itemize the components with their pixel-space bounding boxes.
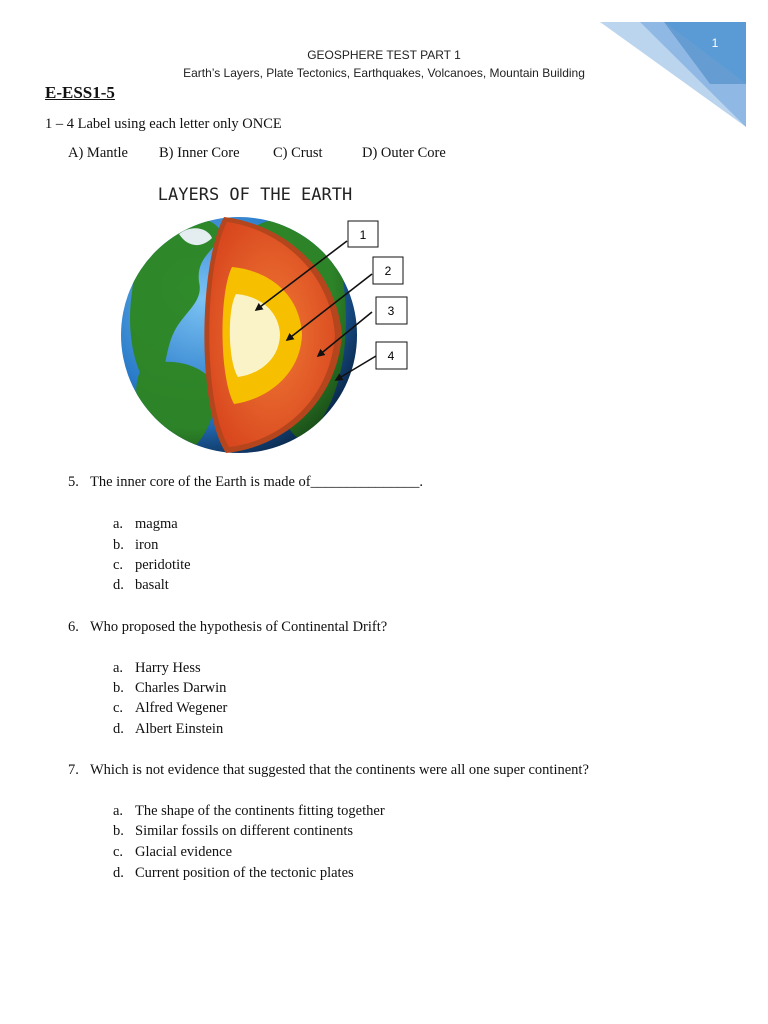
label-box-3[interactable] [376,297,407,324]
label-option-c: C) Crust [273,145,323,161]
header-subtitle: Earth’s Layers, Plate Tectonics, Earthquakes, Volcanoes, Mountain Building [183,66,585,80]
choice-7d[interactable]: d. Current position of the tectonic plates [113,865,354,881]
question-6 [68,619,387,636]
choice-7c[interactable]: c. Glacial evidence [113,844,233,860]
question-text: Who proposed the hypothesis of Continental Drift? [90,619,388,635]
choice-6b[interactable]: b. Charles Darwin [113,680,227,696]
label-number-4: 4 [387,349,395,363]
figure-title: LAYERS OF THE EARTH [157,185,353,205]
label-box-4[interactable] [376,342,407,369]
question-number: 5. [68,474,79,490]
choice-7b[interactable]: b. Similar fossils on different continents [113,823,354,839]
label-box-1[interactable] [348,221,378,247]
choice-6d[interactable]: d. Albert Einstein [113,721,224,737]
label-option-b: B) Inner Core [159,145,240,161]
page-number: 1 [711,36,719,50]
header-title: GEOSPHERE TEST PART 1 [307,48,461,62]
choice-6c[interactable]: c. Alfred Wegener [113,700,228,716]
question-text: The inner core of the Earth is made of_______________. [90,474,424,490]
label-box-2[interactable] [373,257,403,284]
choice-5c[interactable]: c. peridotite [113,557,191,573]
question-number: 6. [68,619,79,635]
standard-code: E-ESS1-5 [45,83,115,102]
choice-7a[interactable]: a. The shape of the continents fitting together [113,803,385,819]
instructions: 1 – 4 Label using each letter only ONCE [45,116,282,132]
choice-5a[interactable]: a. magma [113,516,178,532]
question-5 [68,474,423,491]
question-7 [68,762,589,779]
choice-5b[interactable]: b. iron [113,537,159,553]
label-option-d: D) Outer Core [362,145,446,161]
label-number-3: 3 [387,304,395,318]
label-number-2: 2 [384,264,392,278]
question-number: 7. [68,762,79,778]
earth-layers-figure [104,172,410,464]
choice-5d[interactable]: d. basalt [113,577,169,593]
label-option-a: A) Mantle [68,145,128,161]
choice-6a[interactable]: a. Harry Hess [113,660,201,676]
question-text: Which is not evidence that suggested that the continents were all one super continent? [90,762,589,778]
label-number-1: 1 [359,228,367,242]
